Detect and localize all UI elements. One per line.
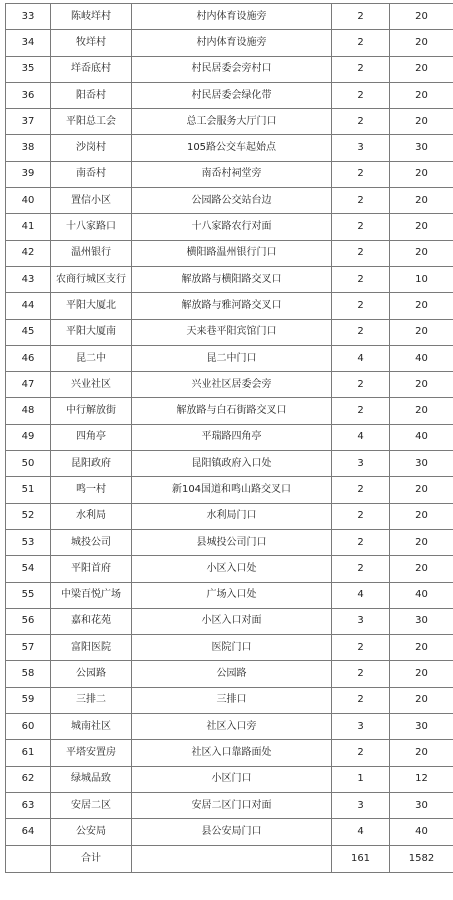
cell-total: 20 bbox=[390, 4, 453, 30]
table-row-summary bbox=[6, 845, 453, 872]
table-row bbox=[6, 240, 453, 266]
cell-total: 30 bbox=[390, 714, 453, 740]
cell-count: 2 bbox=[332, 319, 390, 345]
cell-location: 小区门口 bbox=[132, 766, 332, 792]
cell-site-name: 中梁百悦广场 bbox=[51, 582, 132, 608]
table-row bbox=[6, 214, 453, 240]
cell-site-name: 昆二中 bbox=[51, 345, 132, 371]
cell-total: 20 bbox=[390, 188, 453, 214]
cell-number: 41 bbox=[6, 214, 51, 240]
table-row bbox=[6, 556, 453, 582]
cell-number: 64 bbox=[6, 819, 51, 845]
cell-total: 10 bbox=[390, 266, 453, 292]
cell-site-name: 鸣一村 bbox=[51, 477, 132, 503]
cell-count: 2 bbox=[332, 635, 390, 661]
cell-number: 57 bbox=[6, 635, 51, 661]
cell-location: 安居二区门口对面 bbox=[132, 792, 332, 818]
cell-total: 40 bbox=[390, 582, 453, 608]
cell-location: 解放路与雅河路交叉口 bbox=[132, 293, 332, 319]
cell-number: 35 bbox=[6, 56, 51, 82]
cell-total: 30 bbox=[390, 792, 453, 818]
cell-site-name: 城投公司 bbox=[51, 529, 132, 555]
table-row bbox=[6, 714, 453, 740]
cell-count: 2 bbox=[332, 82, 390, 108]
cell-number: 49 bbox=[6, 424, 51, 450]
cell-number: 60 bbox=[6, 714, 51, 740]
cell-total: 40 bbox=[390, 345, 453, 371]
cell-number: 34 bbox=[6, 30, 51, 56]
table-row bbox=[6, 503, 453, 529]
cell-number: 48 bbox=[6, 398, 51, 424]
cell-location: 小区入口处 bbox=[132, 556, 332, 582]
cell-total: 20 bbox=[390, 529, 453, 555]
table-row bbox=[6, 188, 453, 214]
cell-number: 51 bbox=[6, 477, 51, 503]
table-row bbox=[6, 792, 453, 818]
cell-total: 30 bbox=[390, 608, 453, 634]
table-row bbox=[6, 398, 453, 424]
cell-total: 20 bbox=[390, 740, 453, 766]
cell-site-name: 置信小区 bbox=[51, 188, 132, 214]
cell-total: 20 bbox=[390, 293, 453, 319]
cell-location: 社区入口旁 bbox=[132, 714, 332, 740]
cell-site-name: 南岙村 bbox=[51, 161, 132, 187]
cell-number: 42 bbox=[6, 240, 51, 266]
cell-total: 30 bbox=[390, 135, 453, 161]
cell-total: 20 bbox=[390, 503, 453, 529]
cell-location: 横阳路温州银行门口 bbox=[132, 240, 332, 266]
cell-location: 兴业社区居委会旁 bbox=[132, 372, 332, 398]
cell-location: 昆阳镇政府入口处 bbox=[132, 451, 332, 477]
cell-total: 30 bbox=[390, 451, 453, 477]
cell-location: 天来巷平阳宾馆门口 bbox=[132, 319, 332, 345]
cell-site-name: 城南社区 bbox=[51, 714, 132, 740]
cell-site-name: 公园路 bbox=[51, 661, 132, 687]
cell-location: 社区入口靠路面处 bbox=[132, 740, 332, 766]
cell-number: 59 bbox=[6, 687, 51, 713]
cell-site-name: 中行解放街 bbox=[51, 398, 132, 424]
table-body bbox=[6, 4, 453, 873]
cell-count: 3 bbox=[332, 608, 390, 634]
table-row bbox=[6, 266, 453, 292]
cell-total: 20 bbox=[390, 319, 453, 345]
cell-site-name: 四角亭 bbox=[51, 424, 132, 450]
table-row bbox=[6, 135, 453, 161]
cell-count: 1 bbox=[332, 766, 390, 792]
cell-number: 52 bbox=[6, 503, 51, 529]
table-row bbox=[6, 109, 453, 135]
cell-count: 2 bbox=[332, 109, 390, 135]
cell-number: 40 bbox=[6, 188, 51, 214]
cell-total: 20 bbox=[390, 240, 453, 266]
table-row bbox=[6, 582, 453, 608]
cell-count: 4 bbox=[332, 424, 390, 450]
cell-number: 36 bbox=[6, 82, 51, 108]
table-row bbox=[6, 819, 453, 845]
cell-number: 55 bbox=[6, 582, 51, 608]
table-row bbox=[6, 372, 453, 398]
cell-total: 20 bbox=[390, 372, 453, 398]
cell-total: 12 bbox=[390, 766, 453, 792]
cell-site-name: 安居二区 bbox=[51, 792, 132, 818]
cell-summary-count: 161 bbox=[332, 845, 390, 872]
cell-number: 45 bbox=[6, 319, 51, 345]
cell-count: 2 bbox=[332, 661, 390, 687]
cell-count: 4 bbox=[332, 819, 390, 845]
cell-site-name: 平塔安置房 bbox=[51, 740, 132, 766]
cell-total: 40 bbox=[390, 819, 453, 845]
cell-site-name: 水利局 bbox=[51, 503, 132, 529]
cell-location: 县公安局门口 bbox=[132, 819, 332, 845]
cell-location: 村内体育设施旁 bbox=[132, 4, 332, 30]
table-row bbox=[6, 293, 453, 319]
cell-total: 20 bbox=[390, 56, 453, 82]
cell-summary-label: 合计 bbox=[51, 845, 132, 872]
bike-station-table bbox=[5, 3, 453, 873]
cell-location: 三排口 bbox=[132, 687, 332, 713]
cell-location: 医院门口 bbox=[132, 635, 332, 661]
cell-location: 村民居委会旁村口 bbox=[132, 56, 332, 82]
cell-location: 平瑞路四角亭 bbox=[132, 424, 332, 450]
cell-count: 3 bbox=[332, 714, 390, 740]
cell-count: 2 bbox=[332, 556, 390, 582]
table-row bbox=[6, 451, 453, 477]
cell-number: 58 bbox=[6, 661, 51, 687]
cell-total: 20 bbox=[390, 109, 453, 135]
cell-site-name: 绿城品致 bbox=[51, 766, 132, 792]
cell-location: 村民居委会绿化带 bbox=[132, 82, 332, 108]
cell-number: 37 bbox=[6, 109, 51, 135]
cell-count: 2 bbox=[332, 477, 390, 503]
cell-location: 广场入口处 bbox=[132, 582, 332, 608]
cell-total: 40 bbox=[390, 424, 453, 450]
cell-number: 46 bbox=[6, 345, 51, 371]
cell-total: 20 bbox=[390, 161, 453, 187]
cell-number: 44 bbox=[6, 293, 51, 319]
cell-site-name: 温州银行 bbox=[51, 240, 132, 266]
cell-location: 小区入口对面 bbox=[132, 608, 332, 634]
cell-site-name: 兴业社区 bbox=[51, 372, 132, 398]
cell-number: 63 bbox=[6, 792, 51, 818]
cell-site-name: 阳岙村 bbox=[51, 82, 132, 108]
cell-total: 20 bbox=[390, 635, 453, 661]
table-row bbox=[6, 424, 453, 450]
cell-count: 2 bbox=[332, 687, 390, 713]
cell-count: 2 bbox=[332, 188, 390, 214]
cell-location: 昆二中门口 bbox=[132, 345, 332, 371]
cell-location: 县城投公司门口 bbox=[132, 529, 332, 555]
cell-count: 2 bbox=[332, 161, 390, 187]
cell-location: 解放路与横阳路交叉口 bbox=[132, 266, 332, 292]
cell-count: 2 bbox=[332, 240, 390, 266]
cell-count: 3 bbox=[332, 451, 390, 477]
cell-total: 20 bbox=[390, 82, 453, 108]
cell-count: 4 bbox=[332, 345, 390, 371]
cell-number: 50 bbox=[6, 451, 51, 477]
cell-site-name: 三排二 bbox=[51, 687, 132, 713]
table-row bbox=[6, 687, 453, 713]
table-row bbox=[6, 477, 453, 503]
cell-number: 43 bbox=[6, 266, 51, 292]
cell-location: 解放路与白石街路交叉口 bbox=[132, 398, 332, 424]
cell-number: 38 bbox=[6, 135, 51, 161]
cell-total: 20 bbox=[390, 30, 453, 56]
cell-site-name: 农商行城区支行 bbox=[51, 266, 132, 292]
cell-location: 总工会服务大厅门口 bbox=[132, 109, 332, 135]
cell-count: 2 bbox=[332, 30, 390, 56]
cell-total: 20 bbox=[390, 398, 453, 424]
cell-count: 2 bbox=[332, 56, 390, 82]
cell-site-name: 富阳医院 bbox=[51, 635, 132, 661]
cell-site-name: 公安局 bbox=[51, 819, 132, 845]
cell-total: 20 bbox=[390, 661, 453, 687]
table-row bbox=[6, 608, 453, 634]
cell-site-name: 平阳首府 bbox=[51, 556, 132, 582]
cell-count: 2 bbox=[332, 529, 390, 555]
cell-number: 39 bbox=[6, 161, 51, 187]
cell-number: 62 bbox=[6, 766, 51, 792]
cell-site-name: 垟岙底村 bbox=[51, 56, 132, 82]
cell-summary-total: 1582 bbox=[390, 845, 453, 872]
cell-number: 54 bbox=[6, 556, 51, 582]
cell-location: 105路公交车起始点 bbox=[132, 135, 332, 161]
table-row bbox=[6, 740, 453, 766]
cell-site-name: 嘉和花苑 bbox=[51, 608, 132, 634]
table-row bbox=[6, 319, 453, 345]
cell-total: 20 bbox=[390, 477, 453, 503]
cell-location: 新104国道和鸣山路交叉口 bbox=[132, 477, 332, 503]
cell-site-name: 昆阳政府 bbox=[51, 451, 132, 477]
cell-total: 20 bbox=[390, 214, 453, 240]
cell-number: 61 bbox=[6, 740, 51, 766]
cell-site-name: 十八家路口 bbox=[51, 214, 132, 240]
cell-count: 2 bbox=[332, 214, 390, 240]
cell-site-name: 牧垟村 bbox=[51, 30, 132, 56]
cell-total: 20 bbox=[390, 556, 453, 582]
cell-total: 20 bbox=[390, 687, 453, 713]
cell-location: 公园路 bbox=[132, 661, 332, 687]
cell-number: 56 bbox=[6, 608, 51, 634]
cell-count: 2 bbox=[332, 503, 390, 529]
cell-location: 村内体育设施旁 bbox=[132, 30, 332, 56]
cell-location: 南岙村祠堂旁 bbox=[132, 161, 332, 187]
table-row bbox=[6, 4, 453, 30]
cell-location: 十八家路农行对面 bbox=[132, 214, 332, 240]
cell-count: 3 bbox=[332, 135, 390, 161]
cell-location: 水利局门口 bbox=[132, 503, 332, 529]
cell-number: 53 bbox=[6, 529, 51, 555]
cell-site-name: 平阳大厦北 bbox=[51, 293, 132, 319]
cell-count: 2 bbox=[332, 372, 390, 398]
table-row bbox=[6, 56, 453, 82]
cell-count: 2 bbox=[332, 398, 390, 424]
cell-count: 3 bbox=[332, 792, 390, 818]
table-row bbox=[6, 345, 453, 371]
cell-count: 2 bbox=[332, 4, 390, 30]
table-row bbox=[6, 766, 453, 792]
cell-site-name: 沙岗村 bbox=[51, 135, 132, 161]
table-row bbox=[6, 161, 453, 187]
cell-site-name: 平阳总工会 bbox=[51, 109, 132, 135]
table-row bbox=[6, 661, 453, 687]
table-row bbox=[6, 30, 453, 56]
cell-number: 47 bbox=[6, 372, 51, 398]
cell-summary-empty-location bbox=[132, 845, 332, 872]
cell-number: 33 bbox=[6, 4, 51, 30]
cell-site-name: 平阳大厦南 bbox=[51, 319, 132, 345]
cell-count: 2 bbox=[332, 293, 390, 319]
table-row bbox=[6, 82, 453, 108]
cell-site-name: 陈岐垟村 bbox=[51, 4, 132, 30]
cell-location: 公园路公交站台边 bbox=[132, 188, 332, 214]
table-row bbox=[6, 635, 453, 661]
cell-count: 4 bbox=[332, 582, 390, 608]
table-row bbox=[6, 529, 453, 555]
cell-count: 2 bbox=[332, 740, 390, 766]
cell-count: 2 bbox=[332, 266, 390, 292]
cell-summary-empty bbox=[6, 845, 51, 872]
